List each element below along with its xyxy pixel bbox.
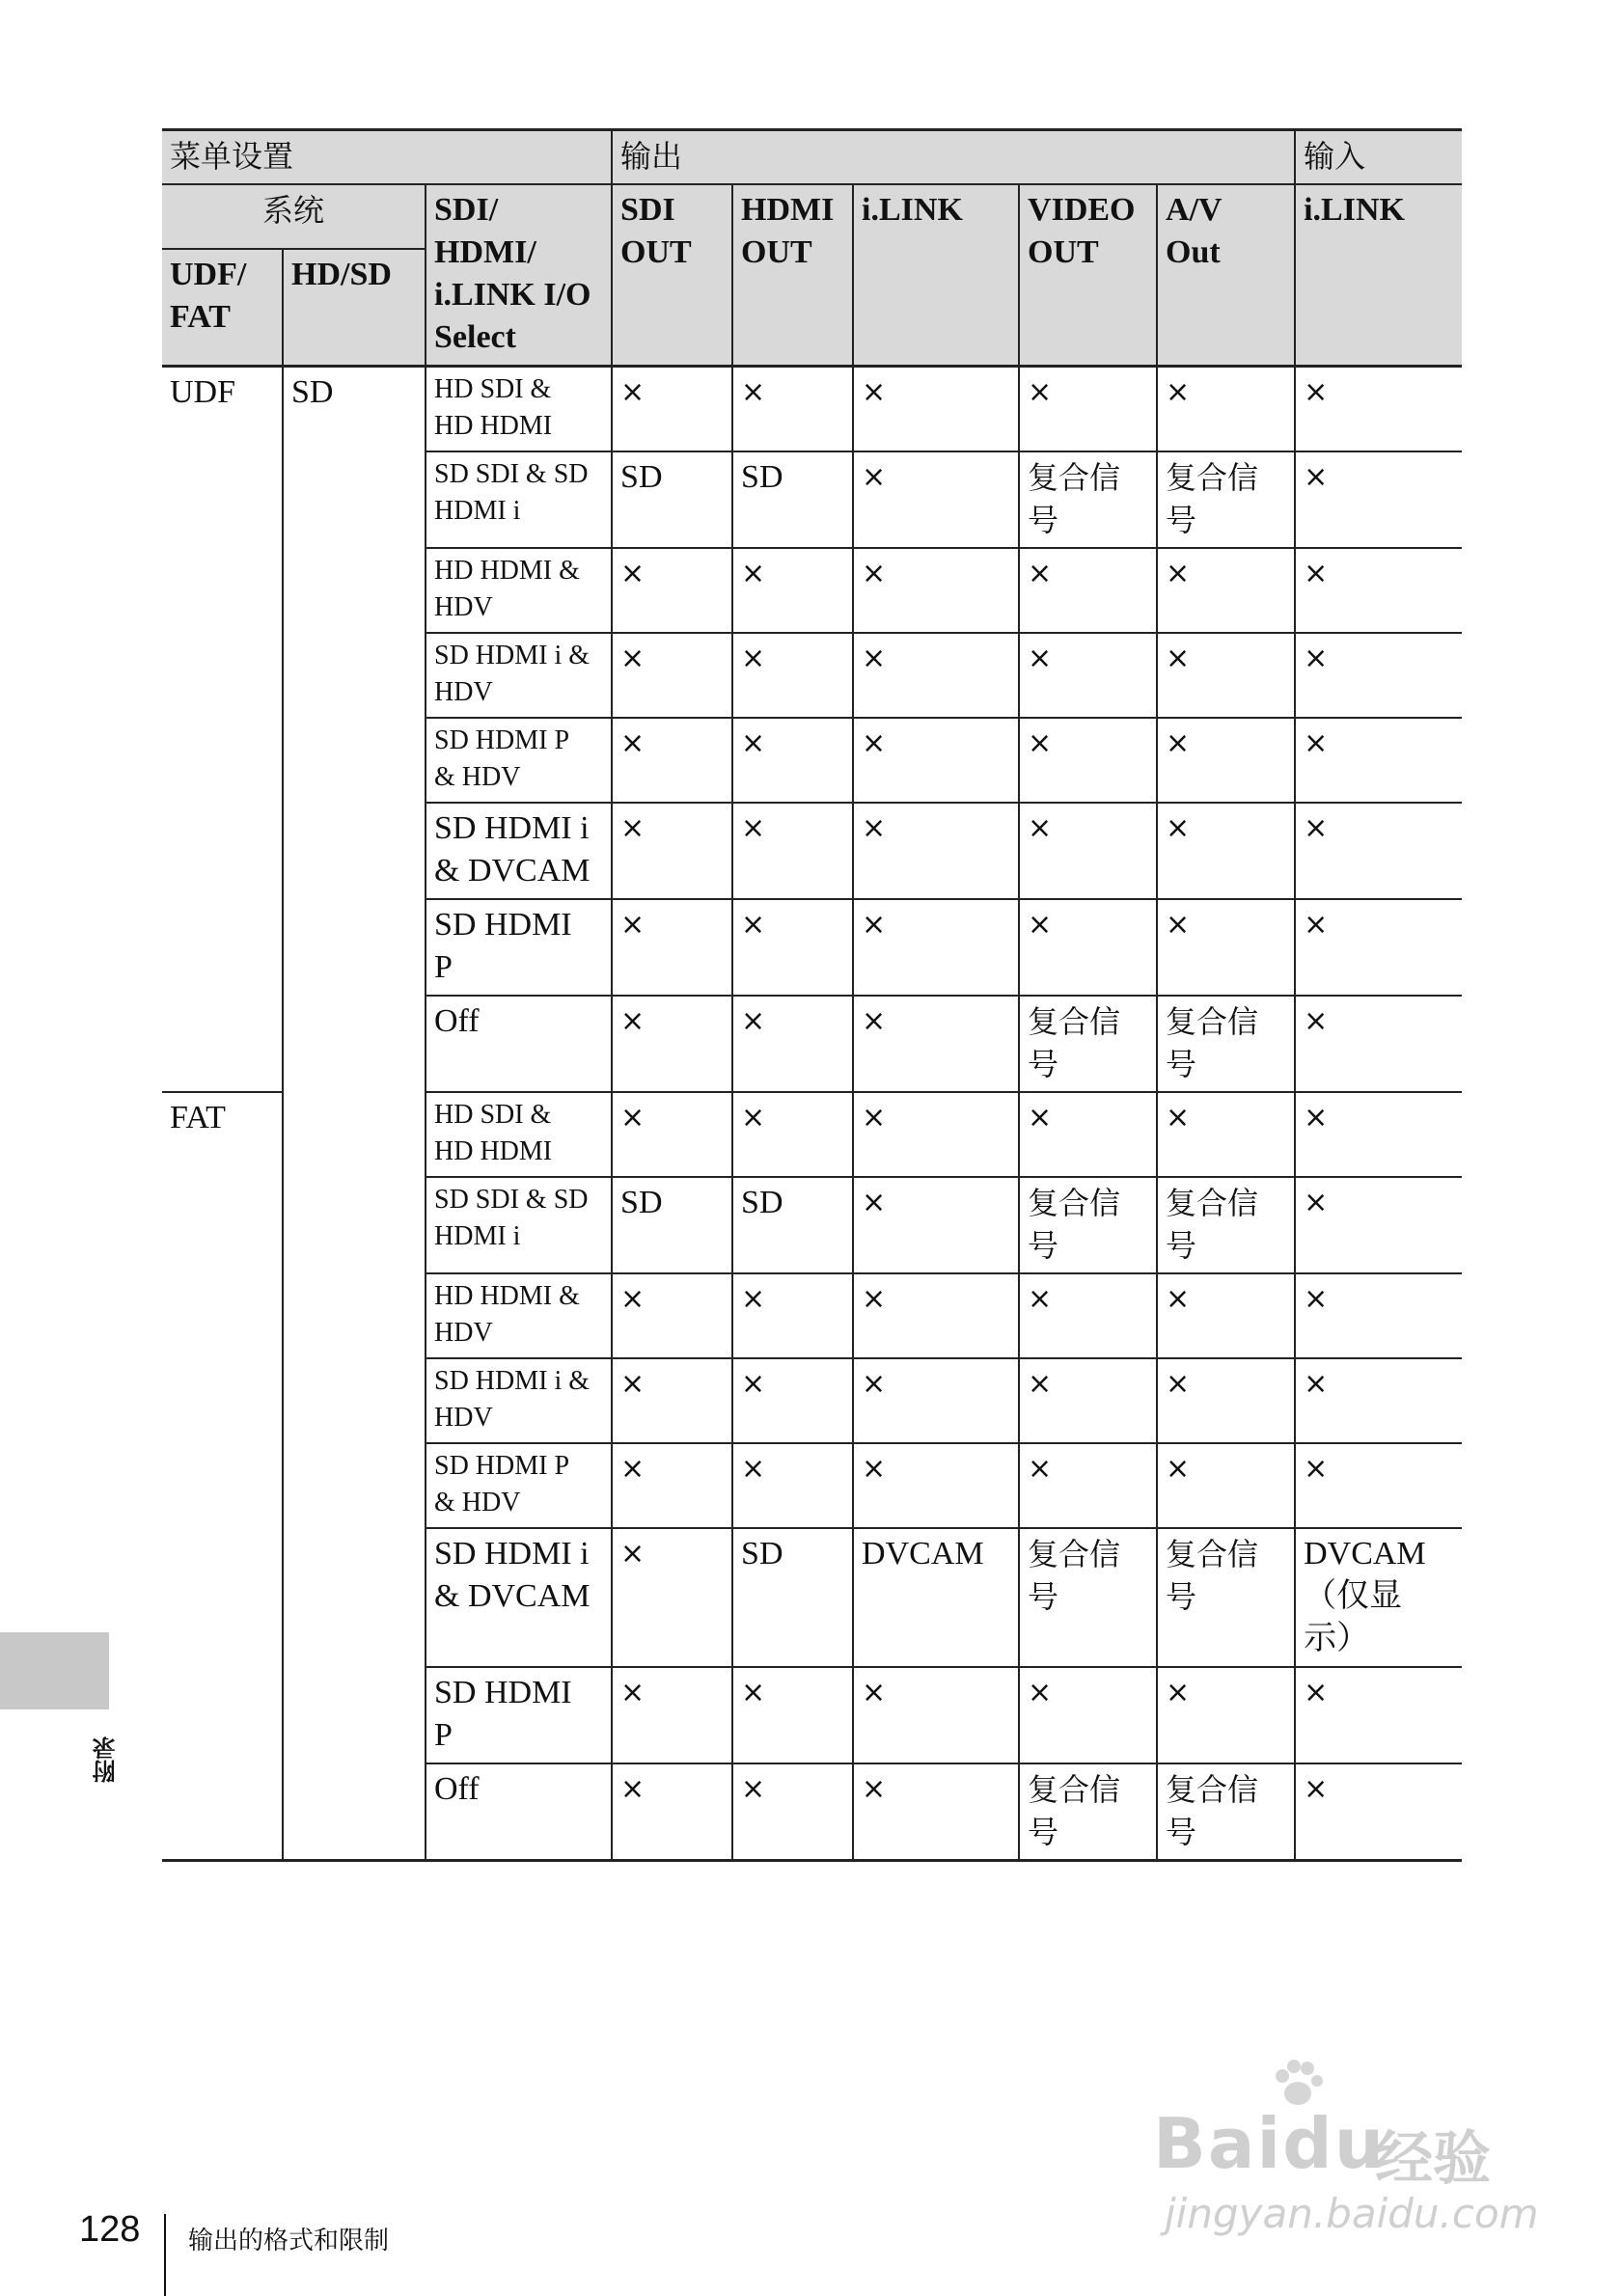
value-cell: ×: [853, 1763, 1019, 1861]
value-cell: ×: [732, 1443, 853, 1528]
io-select-cell: HD SDI & HD HDMI: [426, 1092, 612, 1177]
value-cell: ×: [1157, 803, 1295, 899]
value-cell: SD: [732, 451, 853, 548]
value-cell: ×: [1295, 633, 1462, 718]
value-cell: 复合信 号: [1157, 1177, 1295, 1273]
header-io-select: SDI/ HDMI/ i.LINK I/O Select: [426, 184, 612, 367]
value-cell: ×: [853, 1092, 1019, 1177]
value-cell: ×: [1019, 633, 1157, 718]
watermark-url: jingyan.baidu.com: [1165, 2190, 1539, 2237]
value-cell: ×: [853, 899, 1019, 996]
header-input: 输入: [1295, 130, 1462, 185]
value-cell: ×: [1295, 1443, 1462, 1528]
value-cell: ×: [732, 548, 853, 633]
value-cell: ×: [732, 633, 853, 718]
table-body: [162, 367, 1462, 1861]
header-hdmi-out: HDMI OUT: [732, 184, 853, 367]
value-cell: SD: [732, 1528, 853, 1667]
value-cell: ×: [1157, 1443, 1295, 1528]
value-cell: ×: [612, 548, 732, 633]
value-cell: ×: [853, 1667, 1019, 1763]
value-cell: ×: [732, 996, 853, 1092]
value-cell: ×: [1019, 1273, 1157, 1358]
io-select-cell: SD HDMI i & HDV: [426, 633, 612, 718]
value-cell: 复合信 号: [1019, 1528, 1157, 1667]
value-cell: ×: [1157, 548, 1295, 633]
header-video-out: VIDEO OUT: [1019, 184, 1157, 367]
value-cell: ×: [853, 1443, 1019, 1528]
value-cell: 复合信 号: [1019, 1763, 1157, 1861]
value-cell: 复合信 号: [1157, 1763, 1295, 1861]
value-cell: ×: [853, 1358, 1019, 1443]
value-cell: ×: [853, 1273, 1019, 1358]
value-cell: ×: [732, 1763, 853, 1861]
value-cell: 复合信 号: [1157, 996, 1295, 1092]
io-select-cell: HD SDI & HD HDMI: [426, 367, 612, 452]
value-cell: ×: [1019, 548, 1157, 633]
value-cell: ×: [612, 1528, 732, 1667]
value-cell: ×: [1019, 899, 1157, 996]
value-cell: ×: [1295, 996, 1462, 1092]
watermark-brand: Baidu: [1153, 2103, 1386, 2184]
io-select-cell: SD HDMI P: [426, 899, 612, 996]
value-cell: ×: [1295, 1667, 1462, 1763]
value-cell: ×: [1157, 1273, 1295, 1358]
value-cell: ×: [612, 996, 732, 1092]
header-ilink-in: i.LINK: [1295, 184, 1462, 367]
value-cell: ×: [1295, 899, 1462, 996]
value-cell: ×: [1019, 367, 1157, 452]
appendix-tab: [0, 1632, 109, 1709]
value-cell: ×: [853, 451, 1019, 548]
value-cell: 复合信 号: [1019, 1177, 1157, 1273]
value-cell: 复合信 号: [1157, 1528, 1295, 1667]
value-cell: ×: [612, 1667, 732, 1763]
header-udf-fat: UDF/ FAT: [162, 249, 283, 366]
value-cell: ×: [1295, 718, 1462, 803]
value-cell: ×: [1019, 1092, 1157, 1177]
value-cell: 复合信 号: [1019, 451, 1157, 548]
value-cell: ×: [1157, 718, 1295, 803]
value-cell: ×: [1019, 803, 1157, 899]
value-cell: ×: [1295, 803, 1462, 899]
value-cell: ×: [1157, 633, 1295, 718]
value-cell: ×: [732, 718, 853, 803]
value-cell: ×: [1157, 1358, 1295, 1443]
hd-sd-cell: SD: [283, 367, 426, 1861]
io-select-cell: SD HDMI P: [426, 1667, 612, 1763]
value-cell: ×: [1295, 1763, 1462, 1861]
io-select-cell: HD HDMI & HDV: [426, 548, 612, 633]
page-number: 128: [79, 2209, 141, 2250]
value-cell: ×: [853, 718, 1019, 803]
value-cell: DVCAM （仅显 示）: [1295, 1528, 1462, 1667]
value-cell: ×: [1157, 367, 1295, 452]
value-cell: ×: [853, 633, 1019, 718]
io-select-cell: HD HDMI & HDV: [426, 1273, 612, 1358]
value-cell: ×: [1157, 1092, 1295, 1177]
value-cell: ×: [732, 1092, 853, 1177]
value-cell: ×: [732, 1273, 853, 1358]
value-cell: ×: [1295, 1273, 1462, 1358]
value-cell: 复合信 号: [1157, 451, 1295, 548]
value-cell: ×: [1295, 1177, 1462, 1273]
io-select-cell: SD HDMI P & HDV: [426, 718, 612, 803]
io-select-cell: SD SDI & SD HDMI i: [426, 1177, 612, 1273]
header-av-out: A/V Out: [1157, 184, 1295, 367]
fs-group-cell: UDF: [162, 367, 283, 1093]
value-cell: ×: [612, 1358, 732, 1443]
value-cell: ×: [1295, 451, 1462, 548]
value-cell: SD: [612, 451, 732, 548]
value-cell: ×: [853, 548, 1019, 633]
value-cell: ×: [1019, 1358, 1157, 1443]
value-cell: 复合信 号: [1019, 996, 1157, 1092]
value-cell: ×: [732, 367, 853, 452]
value-cell: ×: [612, 1092, 732, 1177]
value-cell: ×: [732, 899, 853, 996]
value-cell: ×: [612, 1763, 732, 1861]
header-row-1: [162, 130, 1462, 185]
value-cell: ×: [1019, 1443, 1157, 1528]
value-cell: ×: [853, 1177, 1019, 1273]
footer-title: 输出的格式和限制: [188, 2227, 390, 2255]
value-cell: ×: [612, 803, 732, 899]
io-select-cell: Off: [426, 1763, 612, 1861]
value-cell: ×: [612, 718, 732, 803]
value-cell: ×: [1295, 548, 1462, 633]
header-menu-settings: 菜单设置: [162, 130, 612, 185]
value-cell: ×: [732, 1358, 853, 1443]
io-select-cell: SD HDMI i & DVCAM: [426, 803, 612, 899]
io-select-cell: SD HDMI P & HDV: [426, 1443, 612, 1528]
value-cell: SD: [612, 1177, 732, 1273]
value-cell: ×: [1295, 1358, 1462, 1443]
value-cell: ×: [1295, 367, 1462, 452]
value-cell: DVCAM: [853, 1528, 1019, 1667]
table-row: [162, 367, 1462, 452]
header-system: 系统: [162, 184, 426, 249]
value-cell: ×: [853, 996, 1019, 1092]
io-select-cell: Off: [426, 996, 612, 1092]
baidu-watermark: [1153, 2055, 1539, 2248]
header-sdi-out: SDI OUT: [612, 184, 732, 367]
value-cell: ×: [732, 803, 853, 899]
value-cell: ×: [1157, 1667, 1295, 1763]
value-cell: ×: [853, 803, 1019, 899]
value-cell: ×: [612, 1443, 732, 1528]
header-hd-sd: HD/SD: [283, 249, 426, 366]
appendix-label: 附录: [93, 1736, 120, 1783]
header-output: 输出: [612, 130, 1295, 185]
io-select-cell: SD SDI & SD HDMI i: [426, 451, 612, 548]
value-cell: ×: [1019, 1667, 1157, 1763]
value-cell: ×: [1157, 899, 1295, 996]
watermark-cn: 经验: [1375, 2125, 1491, 2193]
io-format-table: [162, 128, 1462, 1862]
value-cell: ×: [853, 367, 1019, 452]
value-cell: ×: [612, 899, 732, 996]
io-select-cell: SD HDMI i & DVCAM: [426, 1528, 612, 1667]
fs-group-cell: FAT: [162, 1092, 283, 1861]
value-cell: ×: [612, 633, 732, 718]
value-cell: ×: [612, 367, 732, 452]
io-select-cell: SD HDMI i & HDV: [426, 1358, 612, 1443]
value-cell: ×: [732, 1667, 853, 1763]
value-cell: ×: [612, 1273, 732, 1358]
header-row-2: [162, 184, 1462, 249]
header-ilink-out: i.LINK: [853, 184, 1019, 367]
footer-divider: [164, 2214, 166, 2296]
value-cell: ×: [1019, 718, 1157, 803]
value-cell: ×: [1295, 1092, 1462, 1177]
value-cell: SD: [732, 1177, 853, 1273]
